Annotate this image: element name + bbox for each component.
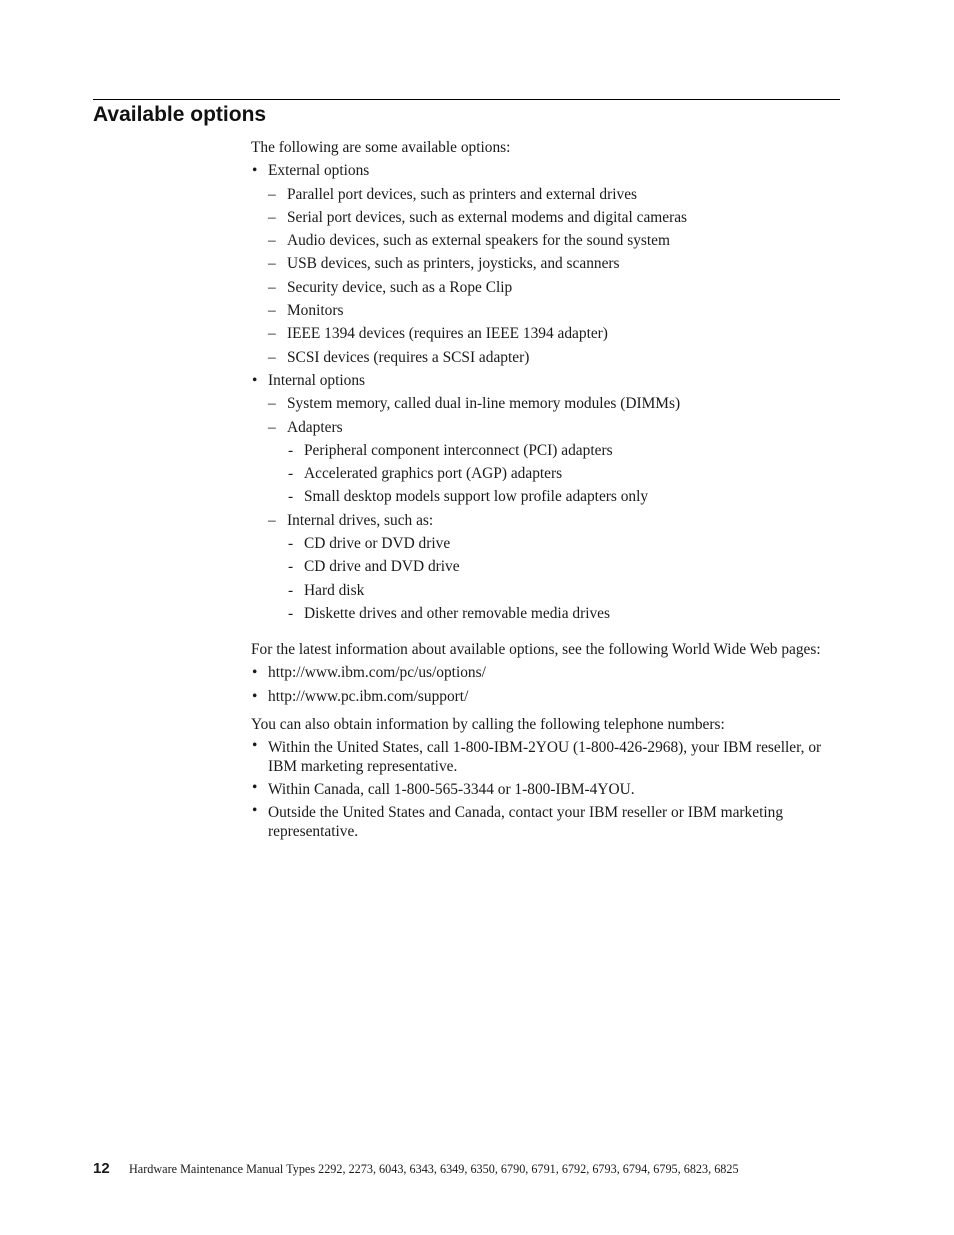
list-item-label: Parallel port devices, such as printers and external drives: [287, 185, 638, 203]
bullet-marker: •: [252, 802, 258, 820]
list-item: [268, 416, 831, 509]
list-item-label: Hard disk: [304, 581, 365, 599]
list-item: [287, 555, 831, 578]
bullet-marker: •: [252, 664, 258, 682]
internal-options-list: [268, 392, 831, 625]
hyphen-marker: -: [288, 441, 294, 459]
list-item: [287, 602, 831, 625]
list-item-label: Peripheral component interconnect (PCI) adapters: [304, 441, 613, 459]
dash-marker: –: [268, 348, 276, 366]
dash-marker: –: [268, 208, 276, 226]
footer-text: Hardware Maintenance Manual Types 2292, 2273, 6043, 6343, 6349, 6350, 6790, 6791, 6792, 6793, 6794, 6795, 6823, 6825: [129, 1162, 739, 1176]
list-item: [251, 685, 831, 708]
bullet-marker: •: [252, 687, 258, 705]
dash-marker: –: [268, 185, 276, 203]
list-item: [287, 532, 831, 555]
hyphen-marker: -: [288, 535, 294, 553]
list-item: [268, 206, 831, 229]
list-item: [251, 159, 831, 369]
page-number: 12: [93, 1160, 110, 1177]
dash-marker: –: [268, 395, 276, 413]
list-item: [268, 322, 831, 345]
bullet-marker: •: [252, 162, 258, 180]
list-item: [268, 252, 831, 275]
bullet-marker: •: [252, 737, 258, 755]
list-item-label: Internal options: [268, 371, 366, 389]
list-item-label: Within the United States, call 1-800-IBM-2YOU (1-800-426-2968), your IBM reseller, or IBM marketing representative.: [268, 739, 822, 776]
list-item-label: Accelerated graphics port (AGP) adapters: [304, 465, 563, 483]
hyphen-marker: -: [288, 465, 294, 483]
list-item-label: Outside the United States and Canada, contact your IBM reseller or IBM marketing representative.: [268, 804, 784, 841]
list-item-label: SCSI devices (requires a SCSI adapter): [287, 348, 530, 366]
list-item: [268, 299, 831, 322]
list-item: [268, 276, 831, 299]
list-item-label: IEEE 1394 devices (requires an IEEE 1394 adapter): [287, 325, 608, 343]
list-item-label: Serial port devices, such as external modems and digital cameras: [287, 208, 688, 226]
list-item: [287, 579, 831, 602]
hyphen-marker: -: [288, 488, 294, 506]
dash-marker: –: [268, 302, 276, 320]
list-item: [287, 439, 831, 462]
adapters-list: [287, 439, 831, 509]
list-item-label: Monitors: [287, 302, 344, 320]
page-footer: [93, 1160, 853, 1178]
list-item: [251, 661, 831, 684]
list-item-label: System memory, called dual in-line memory modules (DIMMs): [287, 395, 681, 413]
heading-rule: [93, 99, 840, 100]
external-options-list: [268, 183, 831, 369]
hyphen-marker: -: [288, 604, 294, 622]
list-item: [287, 485, 831, 508]
list-item-label: External options: [268, 162, 370, 180]
list-item-label: Diskette drives and other removable media drives: [304, 604, 611, 622]
list-item: [268, 392, 831, 415]
list-item-label: USB devices, such as printers, joysticks, and scanners: [287, 255, 620, 273]
dash-marker: –: [268, 278, 276, 296]
web-link[interactable]: http://www.ibm.com/pc/us/options/: [268, 664, 486, 682]
list-item: [268, 229, 831, 252]
internal-drives-list: [287, 532, 831, 625]
list-item-label: Audio devices, such as external speakers for the sound system: [287, 232, 670, 250]
list-item: [251, 736, 831, 778]
list-item-label: CD drive or DVD drive: [304, 535, 451, 553]
web-links-list: [251, 661, 831, 708]
hyphen-marker: -: [288, 558, 294, 576]
phone-list: [251, 736, 831, 843]
list-item-label: Security device, such as a Rope Clip: [287, 278, 513, 296]
list-item-label: Adapters: [287, 418, 343, 436]
options-list: [251, 159, 831, 625]
dash-marker: –: [268, 511, 276, 529]
options-intro: The following are some available options:: [251, 139, 511, 156]
section-heading: Available options: [93, 103, 267, 126]
list-item: [251, 801, 831, 843]
list-item: [268, 509, 831, 625]
web-intro: For the latest information about available options, see the following World Wide Web pages:: [251, 641, 821, 659]
list-item-label: Small desktop models support low profile adapters only: [304, 488, 649, 506]
dash-marker: –: [268, 232, 276, 250]
list-item: [268, 346, 831, 369]
list-item-label: Within Canada, call 1-800-565-3344 or 1-800-IBM-4YOU.: [268, 781, 635, 799]
list-item: [251, 778, 831, 801]
list-item: [251, 369, 831, 625]
document-body: [251, 136, 831, 843]
list-item: [268, 183, 831, 206]
bullet-marker: •: [252, 371, 258, 389]
phone-intro: You can also obtain information by calling the following telephone numbers:: [251, 715, 725, 733]
bullet-marker: •: [252, 779, 258, 797]
list-item: [287, 462, 831, 485]
web-link[interactable]: http://www.pc.ibm.com/support/: [268, 687, 469, 705]
hyphen-marker: -: [288, 581, 294, 599]
dash-marker: –: [268, 418, 276, 436]
dash-marker: –: [268, 325, 276, 343]
list-item-label: CD drive and DVD drive: [304, 558, 460, 576]
list-item-label: Internal drives, such as:: [287, 511, 434, 529]
dash-marker: –: [268, 255, 276, 273]
